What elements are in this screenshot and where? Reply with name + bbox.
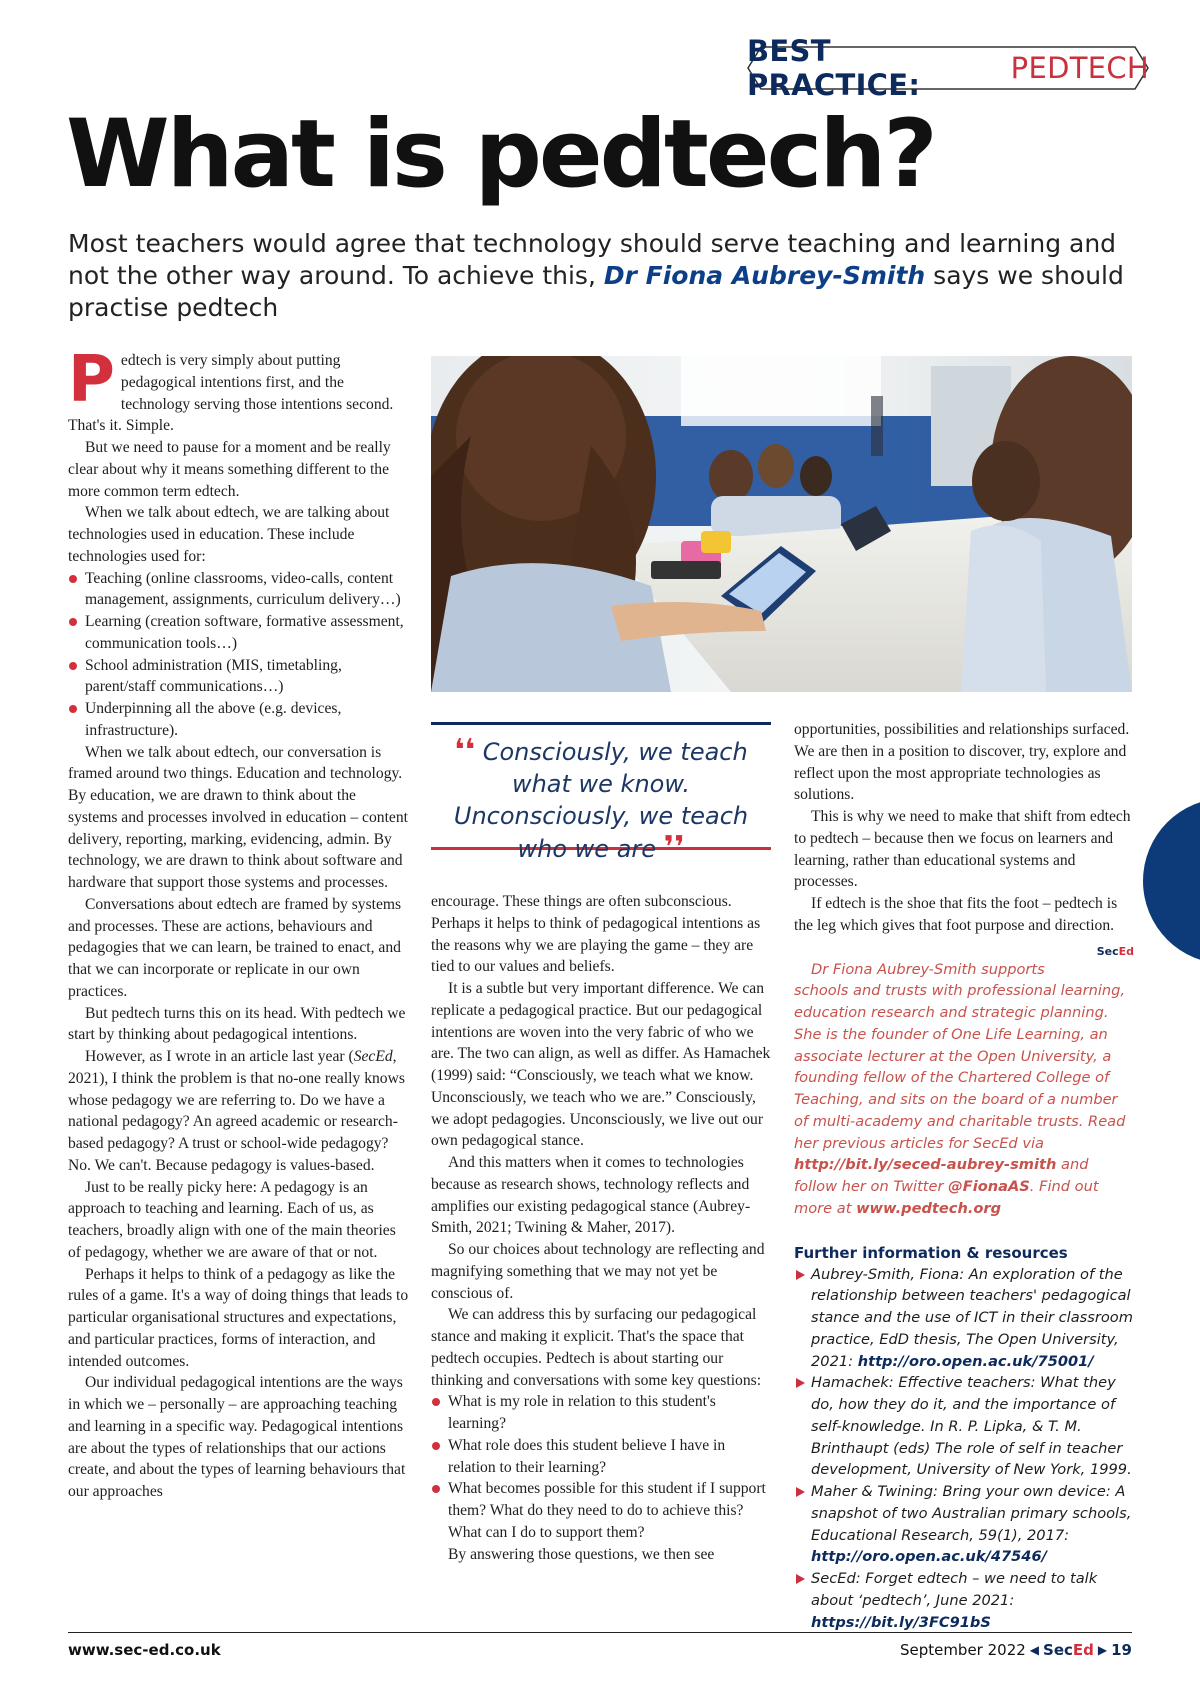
body-paragraph: opportunities, possibilities and relationships surfaced. We are then in a position to discover, try, explore and reflect upon the most appropriate technologies as solutions. [794,721,1130,804]
headline: What is pedtech? [66,100,935,209]
resource-text: Maher & Twining: Bring your own device: A snapshot of two Australian primary schools, Educational Research, 59(1), 2017: [811,1483,1132,1544]
pedtech-website-link[interactable]: www.pedtech.org [856,1199,1002,1217]
author-bio [794,959,1134,1220]
body-paragraph: When we talk about edtech, our conversation is framed around two things. Education and technology. By education, we are drawn to think about the systems and processes involved in education – content delivery, reporting, marking, evidencing, admin. By technology, we are drawn to think about software and hardware that support those systems and processes. [68,743,408,891]
resource-link[interactable]: https://bit.ly/3FC91bS [811,1613,991,1631]
body-paragraph: And this matters when it comes to technologies because as research shows, technology reflects and amplifies our existing pedagogical stance (Aubrey-Smith, 2021; Twining & Maher, 2017). [431,1154,751,1237]
body-paragraph: Perhaps it helps to think of a pedagogy as like the rules of a game. It's a way of doing things that leads to particular organisational structures and expectations, and particular practices, forms of interaction, and intended outcomes. [68,1265,409,1370]
article-column-2 [431,891,771,1565]
standfirst-author: Dr Fiona Aubrey-Smith [603,261,926,290]
list-item: What is my role in relation to this student's learning? [431,1391,771,1435]
issue-date: September 2022 [899,1641,1026,1659]
list-item: Underpinning all the above (e.g. devices, infrastructure). [68,698,409,742]
resource-link[interactable]: http://oro.open.ac.uk/47546/ [811,1548,1047,1566]
left-arrow-icon: ◀ [1029,1643,1040,1657]
close-quote-icon: ❜❜ [663,830,685,865]
body-paragraph: But pedtech turns this on its head. With pedtech we start by thinking about pedagogical intentions. [68,1004,406,1044]
publication-name: SecEd [353,1048,393,1065]
body-paragraph [68,1046,409,1177]
bio-text: Dr Fiona Aubrey-Smith supports schools and trusts with professional learning, education research and strategic planning. She is the founder of One Life Learning, an associate lecturer at the Open University, a founding fellow of the Chartered College of Teaching, and sits on the board of a number of multi-academy and charitable trusts. Read her previous articles for SecEd via [794,960,1126,1152]
resource-item [794,1481,1134,1568]
body-paragraph: It is a subtle but very important difference. We can replicate a pedagogical practice. But our pedagogical intentions are woven into the very fabric of who we are. The two can align, as well as differ. As Hamachek (1999) said: “Consciously, we teach what we know. Unconsciously, we teach who we are.” Consciously, we adopt pedagogies. Unconsciously, we live out our own pedagogical stance. [431,980,771,1150]
twitter-handle[interactable]: @FionaAS [948,1178,1030,1195]
pull-quote-body: Consciously, we teach what we know. Unconsciously, we teach who we are [453,738,749,863]
resource-item [794,1372,1134,1481]
body-paragraph [794,893,1134,958]
seced-mark-sec: Sec [1096,944,1119,958]
closing-text: If edtech is the shoe that fits the foot – pedtech is the leg which gives that foot purpose and direction. [794,895,1118,934]
section-tag-label: BEST PRACTICE: [747,34,921,102]
list-item: What role does this student believe I have in relation to their learning? [431,1435,771,1479]
edtech-uses-list [68,568,409,742]
body-paragraph: Just to be really picky here: A pedagogy is an approach to teaching and learning. Each of us, as teachers, broadly align with one of the main theories of pedagogy, whether we are aware of that or not. [68,1178,396,1261]
list-item: School administration (MIS, timetabling, parent/staff communications…) [68,655,409,699]
body-paragraph: This is why we need to make that shift from edtech to pedtech – because then we focus on learners and learning, rather than educational systems and processes. [794,808,1131,891]
standfirst-text-before: Most teachers would agree that technology should serve teaching and learning and not the other way around. To achieve this, [68,229,1117,290]
page-number: 19 [1111,1641,1132,1659]
resource-text: Aubrey-Smith, Fiona: An exploration of the relationship between teachers' pedagogical stance and the use of ICT in their classroom practice, EdD thesis, The Open University, 2021: [811,1265,1133,1370]
list-item: Teaching (online classrooms, video-calls, content management, assignments, curriculum delivery…) [68,568,409,612]
seced-mark-ed: Ed [1118,944,1134,958]
text-run: , 2021), I think the problem is that no-one really knows whose pedagogy we are referring to. Do we have a national pedagogy? An agreed academic or research-based pedagogy? A trust or school-wide pedagogy? No. We can't. Because pedagogy is values-based. [68,1048,405,1174]
body-paragraph: encourage. These things are often subconscious. Perhaps it helps to think of pedagogical intentions as the reasons why we are playing the game – they are tied to our values and beliefs. [431,893,761,976]
resource-item [794,1264,1134,1373]
footer-folio [900,1641,1132,1659]
list-item: Learning (creation software, formative assessment, communication tools…) [68,611,409,655]
list-item: What becomes possible for this student if I support them? What do they need to do to achieve this? What can I do to support them? [431,1478,771,1543]
section-tag [747,34,1149,102]
brand-sec: Sec [1043,1641,1073,1659]
resource-text: SecEd: Forget edtech – we need to talk about ‘pedtech’, June 2021: [811,1570,1098,1609]
right-arrow-icon: ▶ [1097,1643,1108,1657]
classroom-illustration [431,356,1132,692]
body-paragraph: Our individual pedagogical intentions are the ways in which we – personally – are approaching teaching and learning in a specific way. Pedagogical intentions are about the types of relationships that our actions create, and about the types of learning behaviours that our approaches [68,1374,406,1500]
footer-divider [68,1632,1132,1633]
bio-text: . Find out more at [794,1178,1099,1217]
brand-ed: Ed [1072,1641,1094,1659]
footer-website-url[interactable]: www.sec-ed.co.uk [68,1641,221,1659]
classroom-photo [431,356,1132,692]
standfirst-text-after: says we should practise pedtech [68,261,1124,322]
article-column-1 [68,343,409,1503]
body-paragraph: So our choices about technology are reflecting and magnifying something that we may not yet be conscious of. [431,1241,765,1302]
article-column-3 [794,719,1134,1633]
resource-text: Hamachek: Effective teachers: What they do, how they do it, and the importance of self-knowledge. In R. P. Lipka, & T. M. Brinthaupt (eds) The role of self in teacher development, University of New York, 1999. [811,1374,1132,1479]
resources-heading: Further information & resources [794,1243,1068,1262]
standfirst [68,228,1158,324]
intro-paragraph [68,343,409,437]
pull-quote-text [431,735,771,865]
body-paragraph: By answering those questions, we then see [448,1545,715,1563]
resource-link[interactable]: http://oro.open.ac.uk/75001/ [857,1352,1094,1370]
key-questions-list [431,1391,771,1543]
bio-text: and follow her on Twitter [794,1156,1089,1195]
resources-list [794,1264,1134,1634]
section-tag-topic: PEDTECH [1010,51,1149,85]
seced-end-mark [1080,941,1134,963]
resource-item [794,1568,1134,1633]
intro-text: edtech is very simply about putting pedagogical intentions first, and the technology serving those intentions second. That's it. Simple. [68,352,394,435]
open-quote-icon: ❛❛ [454,733,476,768]
text-run: However, as I wrote in an article last year ( [85,1048,354,1065]
body-paragraph: But we need to pause for a moment and be really clear about why it means something different to the more common term edtech. [68,439,391,500]
edge-tab-decoration [1143,798,1200,964]
bio-articles-link[interactable]: http://bit.ly/seced-aubrey-smith [794,1156,1057,1174]
pull-quote [431,722,771,865]
body-paragraph: When we talk about edtech, we are talking about technologies used in education. These include technologies used for: [68,504,390,565]
drop-cap: P [68,343,115,417]
publication-logo [1043,1641,1094,1659]
body-paragraph: Conversations about edtech are framed by systems and processes. These are actions, behaviours and pedagogies that we can learn, be trained to enact, and that we can incorporate or replicate in our own practices. [68,895,402,1000]
body-paragraph: We can address this by surfacing our pedagogical stance and making it explicit. That's the space that pedtech occupies. Pedtech is about starting our thinking and conversations with some key questions: [431,1306,762,1389]
